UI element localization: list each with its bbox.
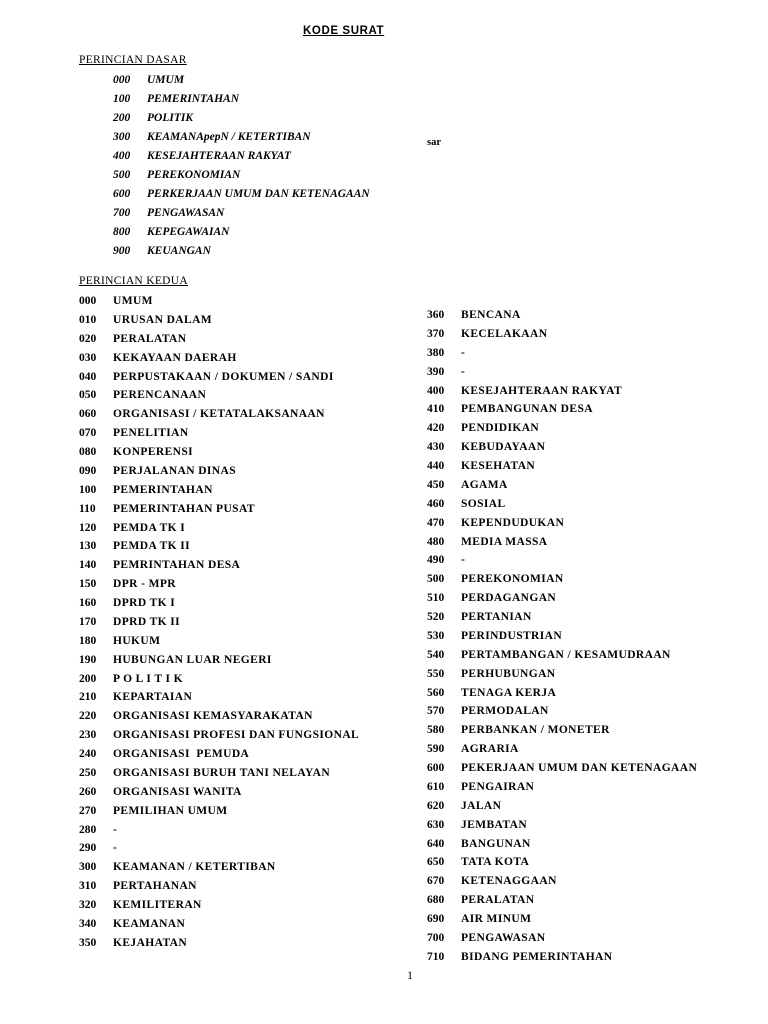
item-label: HUBUNGAN LUAR NEGERI [113,653,272,666]
item-code: 620 [427,799,445,812]
item-label: KEJAHATAN [113,936,188,949]
item-code: 260 [79,785,97,798]
item-label: KEBUDAYAAN [461,441,546,454]
list-item [79,651,359,670]
list-item [427,929,697,948]
item-code: 590 [427,743,445,756]
list-item [79,934,359,953]
item-code: 800 [113,226,131,238]
item-code: 230 [79,729,97,742]
item-code: 150 [79,578,97,591]
item-label: BENCANA [461,309,521,321]
item-code: 490 [427,554,445,567]
item-label: AGAMA [461,478,508,491]
list-item [79,405,359,424]
item-label: PEREKONOMIAN [461,573,564,586]
item-code: 080 [79,446,97,458]
list-item [427,457,697,476]
list-item [79,821,359,840]
item-code: 110 [79,502,96,515]
item-code: 530 [427,629,445,642]
item-code: 570 [427,705,445,718]
item-label: ORGANISASI PEMUDA [113,748,250,760]
list-item [427,759,697,778]
item-label: PERALATAN [461,894,535,907]
item-code: 380 [427,346,445,359]
item-code: 250 [79,766,97,779]
item-label: PERJALANAN DINAS [113,464,237,477]
item-code: 520 [427,611,445,623]
item-code: 710 [427,950,445,963]
item-label: PENDIDIKAN [461,422,540,435]
page-number: 1 [407,968,413,982]
list-item [79,292,359,311]
list-item [427,363,697,382]
list-item [427,665,697,684]
item-label: PERENCANAAN [113,389,207,402]
item-code: 410 [427,403,445,416]
list-item [427,533,697,552]
list-item [79,368,359,387]
list-item [427,853,697,872]
list-item [113,223,370,242]
list-item [79,443,359,462]
item-label: - [113,842,118,855]
item-label: URUSAN DALAM [113,313,213,326]
item-label: ORGANISASI KEMASYARAKATAN [113,710,313,723]
list-item [427,740,697,759]
list-item [79,877,359,896]
list-item [427,551,697,570]
list-item [113,185,370,204]
item-label: PERTANIAN [461,611,532,623]
list-item [79,726,359,745]
item-code: 000 [113,74,131,86]
item-label: PEMILIHAN UMUM [113,804,228,817]
item-label: BANGUNAN [461,837,531,850]
item-code: 280 [79,823,97,836]
item-label: DPRD TK I [113,597,176,609]
item-label: PEKERJAAN UMUM DAN KETENAGAAN [461,762,698,774]
item-label: KESEHATAN [461,460,536,472]
item-label: PERKERJAAN UMUM DAN KETENAGAAN [147,188,370,200]
item-label: PENGAIRAN [461,780,535,793]
item-code: 690 [427,913,445,925]
list-item [427,702,697,721]
item-code: 120 [79,521,97,534]
item-label: TENAGA KERJA [461,686,557,699]
list-item [427,816,697,835]
item-code: 200 [79,672,97,685]
list-item [79,481,359,500]
perincian-dasar-list [113,71,370,261]
list-item [427,495,697,514]
item-code: 000 [79,295,97,307]
item-code: 460 [427,497,445,510]
item-code: 600 [113,188,131,200]
item-code: 100 [79,483,97,496]
list-item [79,858,359,877]
list-item [427,835,697,854]
list-item [79,670,359,689]
list-item [113,242,370,261]
list-item [427,344,697,363]
list-item [427,778,697,797]
item-label: PEMERINTAHAN [113,483,213,496]
item-label: KEPENDUDUKAN [461,516,565,529]
item-label: TATA KOTA [461,856,530,869]
list-item [79,537,359,556]
list-item [427,589,697,608]
item-label: POLITIK [147,112,193,124]
item-label: PERTAMBANGAN / KESAMUDRAAN [461,648,671,661]
item-label: KECELAKAAN [461,327,548,340]
list-item [427,382,697,401]
item-label: UMUM [147,74,185,86]
list-item [427,891,697,910]
item-label: KEKAYAAN DAERAH [113,351,237,364]
item-label: MEDIA MASSA [461,535,548,548]
item-label: KEUANGAN [147,245,211,257]
list-item [427,438,697,457]
item-label: KESEJAHTERAAN RAKYAT [147,150,291,162]
perincian-kedua-left-column [79,292,359,953]
list-item [79,594,359,613]
document-title: KODE SURAT [303,25,385,37]
item-code: 060 [79,408,97,421]
item-code: 160 [79,597,97,609]
item-code: 450 [427,478,445,491]
item-label: PEMDA TK I [113,521,186,534]
item-code: 580 [427,724,445,737]
side-note: sar [427,137,441,148]
item-code: 290 [79,842,97,855]
item-label: KEAMANAN [113,917,186,930]
item-label: ORGANISASI WANITA [113,785,242,798]
list-item [427,721,697,740]
list-item [79,462,359,481]
item-label: KEMILITERAN [113,899,202,911]
list-item [113,204,370,223]
item-label: KEAMANApepN / KETERTIBAN [147,131,311,143]
item-code: 010 [79,313,97,326]
list-item [79,556,359,575]
list-item [79,896,359,915]
item-code: 650 [427,856,445,869]
list-item [79,386,359,405]
item-code: 430 [427,441,445,454]
item-code: 500 [113,169,131,181]
item-code: 510 [427,592,445,605]
list-item [113,109,370,128]
item-code: 900 [113,245,131,257]
item-code: 030 [79,351,97,364]
item-code: 630 [427,818,445,831]
list-item [79,500,359,519]
item-label: KEPARTAIAN [113,691,193,704]
item-code: 240 [79,748,97,760]
item-code: 090 [79,464,97,477]
item-label: PENGAWASAN [461,931,546,944]
item-label: UMUM [113,295,153,307]
item-label: PEMERINTAHAN [147,93,240,105]
item-code: 470 [427,516,445,529]
list-item [427,419,697,438]
perincian-kedua-right-column [427,306,697,967]
list-item [79,745,359,764]
item-label: KONPERENSI [113,446,194,458]
item-label: - [461,365,466,378]
perincian-dasar-heading: PERINCIAN DASAR [79,54,187,66]
item-label: SOSIAL [461,497,506,510]
list-item [79,424,359,443]
item-label: ORGANISASI PROFESI DAN FUNGSIONAL [113,729,360,742]
list-item [427,306,697,325]
list-item [79,330,359,349]
item-label: KETENAGGAAN [461,875,557,888]
item-label: PEMDA TK II [113,540,191,553]
list-item [79,915,359,934]
item-label: PERINDUSTRIAN [461,629,563,642]
item-label: PERTAHANAN [113,880,197,893]
item-label: KESEJAHTERAAN RAKYAT [461,384,623,397]
list-item [79,311,359,330]
item-code: 140 [79,559,97,572]
item-code: 200 [113,112,131,124]
list-item [427,872,697,891]
item-code: 360 [427,309,445,321]
list-item [79,839,359,858]
item-code: 640 [427,837,445,850]
list-item [79,632,359,651]
item-code: 220 [79,710,97,723]
item-code: 480 [427,535,445,548]
item-code: 600 [427,762,445,774]
item-label: PERBANKAN / MONETER [461,724,610,737]
item-code: 050 [79,389,97,402]
item-code: 560 [427,686,445,699]
item-code: 070 [79,427,97,440]
item-code: 170 [79,615,97,628]
list-item [427,627,697,646]
list-item [427,514,697,533]
item-code: 350 [79,936,97,949]
item-label: PERALATAN [113,332,187,345]
item-code: 100 [113,93,131,105]
item-label: PEMERINTAHAN PUSAT [113,502,255,515]
item-code: 420 [427,422,445,435]
list-item [113,166,370,185]
item-label: DPR - MPR [113,578,176,591]
list-item [79,349,359,368]
item-code: 210 [79,691,97,704]
list-item [427,570,697,589]
item-label: PEREKONOMIAN [147,169,241,181]
item-label: PEMRINTAHAN DESA [113,559,241,572]
item-label: PENGAWASAN [147,207,225,219]
list-item [79,613,359,632]
item-code: 440 [427,460,445,472]
list-item [427,910,697,929]
item-code: 300 [79,861,97,874]
item-code: 300 [113,131,131,143]
item-code: 320 [79,899,97,911]
item-label: - [113,823,118,836]
item-code: 190 [79,653,97,666]
list-item [79,575,359,594]
item-code: 700 [427,931,445,944]
item-code: 130 [79,540,97,553]
item-label: - [461,554,466,567]
list-item [79,783,359,802]
item-label: PEMBANGUNAN DESA [461,403,593,416]
list-item [79,764,359,783]
list-item [79,707,359,726]
list-item [79,519,359,538]
list-item [113,147,370,166]
item-code: 400 [427,384,445,397]
item-code: 700 [113,207,131,219]
item-label: HUKUM [113,634,161,647]
item-label: KEAMANAN / KETERTIBAN [113,861,276,874]
item-label: ORGANISASI BURUH TANI NELAYAN [113,766,331,779]
item-code: 020 [79,332,97,345]
list-item [427,325,697,344]
item-code: 670 [427,875,445,888]
item-label: JEMBATAN [461,818,528,831]
item-code: 340 [79,917,97,930]
list-item [79,688,359,707]
item-label: PERPUSTAKAAN / DOKUMEN / SANDI [113,370,334,383]
list-item [427,646,697,665]
list-item [113,71,370,90]
item-code: 540 [427,648,445,661]
item-code: 400 [113,150,131,162]
list-item [427,476,697,495]
list-item [113,128,370,147]
item-label: - [461,346,466,359]
item-label: P O L I T I K [113,672,183,685]
list-item [427,797,697,816]
list-item [113,90,370,109]
item-code: 040 [79,370,97,383]
list-item [427,608,697,627]
list-item [427,684,697,703]
item-code: 270 [79,804,97,817]
item-code: 310 [79,880,97,893]
item-code: 180 [79,634,97,647]
item-label: AIR MINUM [461,913,532,925]
list-item [427,948,697,967]
item-code: 680 [427,894,445,907]
item-label: PERDAGANGAN [461,592,557,605]
item-label: AGRARIA [461,743,519,756]
item-label: PERHUBUNGAN [461,667,556,680]
item-label: BIDANG PEMERINTAHAN [461,950,613,963]
item-label: PERMODALAN [461,705,549,718]
item-code: 610 [427,780,445,793]
perincian-kedua-heading: PERINCIAN KEDUA [79,275,188,287]
item-code: 370 [427,327,445,340]
item-label: PENELITIAN [113,427,189,440]
item-label: KEPEGAWAIAN [147,226,230,238]
item-code: 550 [427,667,445,680]
item-label: ORGANISASI / KETATALAKSANAAN [113,408,325,421]
list-item [427,400,697,419]
list-item [79,802,359,821]
item-label: DPRD TK II [113,615,181,628]
item-code: 390 [427,365,445,378]
item-label: JALAN [461,799,502,812]
item-code: 500 [427,573,445,586]
